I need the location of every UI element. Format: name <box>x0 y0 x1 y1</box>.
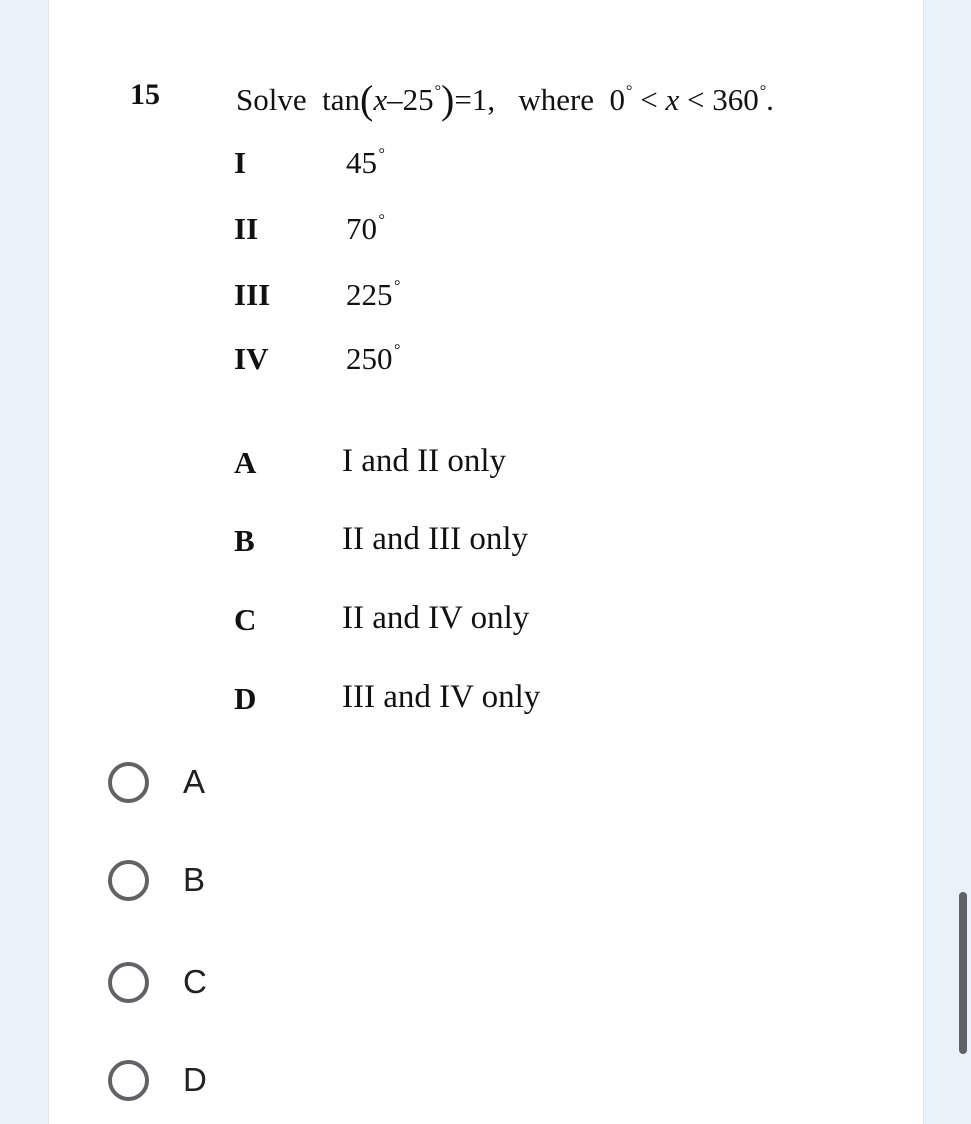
degree-symbol: ° <box>759 83 767 100</box>
statement-numeral: IV <box>234 341 269 376</box>
upper-bound: 360 <box>712 82 759 117</box>
degree-symbol: ° <box>434 83 441 100</box>
variable-x: x <box>665 82 680 117</box>
statement-numeral: I <box>234 145 247 180</box>
choice-letter: A <box>234 445 257 480</box>
option-label: A <box>183 763 206 800</box>
choice-text: III and IV only <box>342 679 541 715</box>
answer-option-d[interactable] <box>108 1056 408 1104</box>
open-paren: ( <box>360 77 374 122</box>
lower-bound: 0 <box>609 82 626 117</box>
option-label: B <box>183 861 206 898</box>
answer-option-a[interactable] <box>108 758 408 806</box>
less-than: < <box>686 82 705 117</box>
choice-text: II and III only <box>342 521 529 557</box>
statement-numeral: II <box>234 211 259 246</box>
rhs-value: 1, <box>471 82 496 117</box>
choice-letter: C <box>234 602 257 637</box>
period: . <box>766 82 774 117</box>
choice-text: II and IV only <box>342 600 530 636</box>
statement-value: 70° <box>346 211 385 246</box>
choice-letter: D <box>234 681 257 716</box>
less-than: < <box>640 82 658 117</box>
variable-x: x <box>373 82 388 117</box>
answer-option-b[interactable] <box>108 856 408 904</box>
tan-function: tan <box>322 82 360 117</box>
choice-text: I and II only <box>342 443 507 479</box>
statement-numeral: III <box>234 277 271 312</box>
radio-button[interactable] <box>108 962 149 1003</box>
option-label: C <box>183 963 207 1000</box>
statement-value: 225° <box>346 277 400 312</box>
degree-symbol: ° <box>626 83 633 100</box>
radio-button[interactable] <box>108 860 149 901</box>
scrollbar[interactable] <box>959 892 967 1054</box>
question-stem <box>236 76 774 123</box>
equals-sign: = <box>454 82 472 117</box>
option-label: D <box>183 1061 207 1098</box>
shift-value: 25 <box>402 82 434 117</box>
close-paren: ) <box>441 77 455 122</box>
solve-word: Solve <box>236 82 307 117</box>
radio-button[interactable] <box>108 1060 149 1101</box>
choice-letter: B <box>234 523 255 558</box>
statement-value: 250° <box>346 341 400 376</box>
where-word: where <box>518 82 595 117</box>
answer-option-c[interactable] <box>108 958 408 1006</box>
question-number: 15 <box>130 78 160 111</box>
equation <box>322 77 503 122</box>
radio-button[interactable] <box>108 762 149 803</box>
minus-sign: – <box>387 82 403 117</box>
question-card <box>48 0 924 1124</box>
statement-value: 45° <box>346 145 385 180</box>
